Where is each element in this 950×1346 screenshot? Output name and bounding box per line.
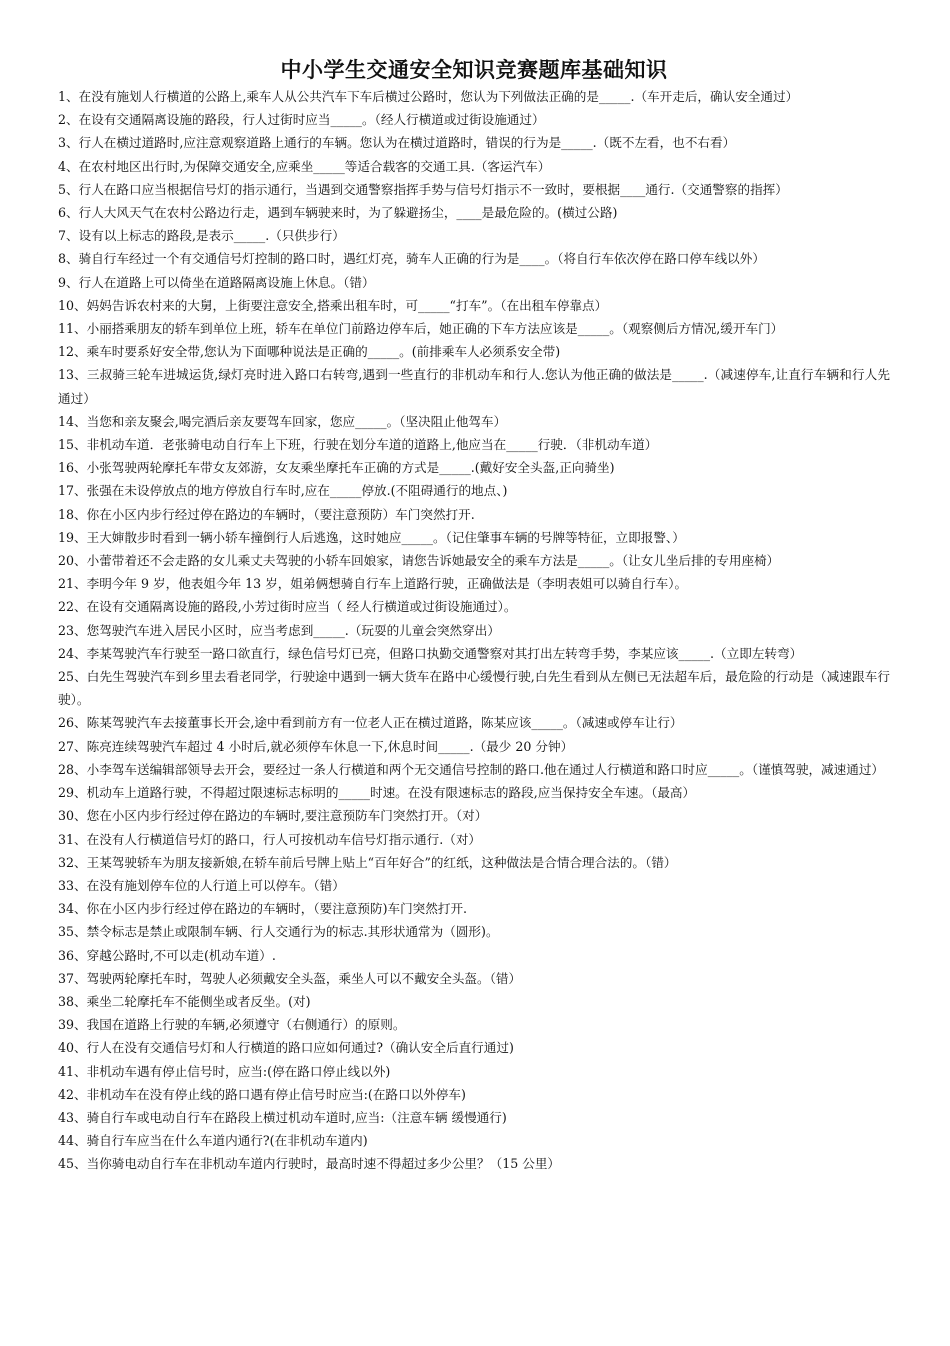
question-item: 5、行人在路口应当根据信号灯的指示通行，当遇到交通警察指挥手势与信号灯指示不一致时，要根据____通行.（交通警察的指挥） <box>58 181 788 197</box>
question-item: 12、乘车时要系好安全带,您认为下面哪种说法是正确的_____。(前排乘车人必须系安全带) <box>58 344 561 360</box>
question-item: 32、王某驾驶轿车为朋友接新娘,在轿车前后号牌上贴上“百年好合”的红纸，这种做法是合情合理合法的。（错） <box>58 854 677 870</box>
question-item: 29、机动车上道路行驶，不得超过限速标志标明的_____时速。在没有限速标志的路段,应当保持安全车速。（最高） <box>58 785 696 801</box>
question-item: 16、小张驾驶两轮摩托车带女友郊游，女友乘坐摩托车正确的方式是_____.(戴好安全头盔,正向骑坐) <box>58 460 615 476</box>
question-item: 30、您在小区内步行经过停在路边的车辆时,要注意预防车门突然打开。（对） <box>58 808 488 824</box>
question-item: 9、行人在道路上可以倚坐在道路隔离设施上休息。（错） <box>58 274 375 290</box>
question-item: 37、驾驶两轮摩托车时，驾驶人必须戴安全头盔，乘坐人可以不戴安全头盔。（错） <box>58 970 522 986</box>
question-item: 13、三叔骑三轮车进城运货,绿灯亮时进入路口右转弯,遇到一些直行的非机动车和行人.您认为他正确的做法是_____.（减速停车,让直行车辆和行人先通过） <box>58 367 890 406</box>
question-item: 4、在农村地区出行时,为保障交通安全,应乘坐_____等适合载客的交通工具.（客运汽车） <box>58 158 551 174</box>
question-item: 19、王大婶散步时看到一辆小轿车撞倒行人后逃逸，这时她应_____。（记住肇事车辆的号牌等特征，立即报警、） <box>58 529 685 545</box>
question-item: 22、在设有交通隔离设施的路段,小芳过街时应当（ 经人行横道或过街设施通过）。 <box>58 599 517 615</box>
question-item: 1、在没有施划人行横道的公路上,乘车人从公共汽车下车后横过公路时，您认为下列做法正确的是_____.（车开走后，确认安全通过） <box>58 89 799 104</box>
question-item: 45、当你骑电动自行车在非机动车道内行驶时，最高时速不得超过多少公里？（15 公里） <box>58 1156 561 1172</box>
question-item: 31、在没有人行横道信号灯的路口，行人可按机动车信号灯指示通行.（对） <box>58 831 482 847</box>
question-item: 6、行人大风天气在农村公路边行走，遇到车辆驶来时，为了躲避扬尘，____是最危险的。(横过公路) <box>58 205 618 221</box>
question-item: 8、骑自行车经过一个有交通信号灯控制的路口时，遇红灯亮，骑车人正确的行为是____。（将自行车依次停在路口停车线以外） <box>58 251 765 267</box>
question-item: 43、骑自行车或电动自行车在路段上横过机动车道时,应当:（注意车辆 缓慢通行) <box>58 1109 507 1125</box>
question-item: 35、禁令标志是禁止或限制车辆、行人交通行为的标志.其形状通常为（圆形)。 <box>58 924 499 940</box>
question-item: 11、小丽搭乘朋友的轿车到单位上班，轿车在单位门前路边停车后，她正确的下车方法应该是_____。（观察侧后方情况,缓开车门） <box>58 321 784 337</box>
question-item: 23、您驾驶汽车进入居民小区时，应当考虑到_____.（玩耍的儿童会突然穿出） <box>58 622 500 638</box>
question-item: 2、在设有交通隔离设施的路段，行人过街时应当_____。（经人行横道或过街设施通过） <box>58 112 545 128</box>
question-item: 28、小李驾车送编辑部领导去开会，要经过一条人行横道和两个无交通信号控制的路口.他在通过人行横道和路口时应_____。（谨慎驾驶，减速通过） <box>58 761 885 777</box>
question-list <box>58 85 890 1176</box>
question-item: 27、陈亮连续驾驶汽车超过 4 小时后,就必须停车休息一下,休息时间_____.（最少 20 分钟） <box>58 738 574 754</box>
question-item: 7、设有以上标志的路段,是表示_____.（只供步行） <box>58 228 345 244</box>
question-item: 36、穿越公路时,不可以走(机动车道）. <box>58 947 276 963</box>
document-page <box>58 56 890 1176</box>
question-item: 26、陈某驾驶汽车去接董事长开会,途中看到前方有一位老人正在横过道路，陈某应该_____。（减速或停车让行） <box>58 715 683 731</box>
question-item: 17、张强在未设停放点的地方停放自行车时,应在_____停放.(不阻碍通行的地点、) <box>58 483 508 499</box>
question-item: 18、你在小区内步行经过停在路边的车辆时，（要注意预防）车门突然打开. <box>58 506 475 522</box>
question-item: 20、小蕾带着还不会走路的女儿乘丈夫驾驶的小轿车回娘家，请您告诉她最安全的乘车方法是_____。（让女儿坐后排的专用座椅） <box>58 553 780 569</box>
question-item: 39、我国在道路上行驶的车辆,必须遵守（右侧通行）的原则。 <box>58 1017 406 1033</box>
question-item: 42、非机动车在没有停止线的路口遇有停止信号时应当:(在路口以外停车) <box>58 1086 466 1102</box>
question-item: 41、非机动车遇有停止信号时，应当:(停在路口停止线以外) <box>58 1063 391 1079</box>
question-item: 21、李明今年 9 岁，他表姐今年 13 岁，姐弟俩想骑自行车上道路行驶，正确做法是（李明表姐可以骑自行车）。 <box>58 576 688 592</box>
question-item: 25、白先生驾驶汽车到乡里去看老同学，行驶途中遇到一辆大货车在路中心缓慢行驶,白先生看到从左侧已无法超车后，最危险的行动是（减速跟车行驶）。 <box>58 669 890 708</box>
question-item: 3、行人在横过道路时,应注意观察道路上通行的车辆。您认为在横过道路时，错误的行为是_____.（既不左看，也不右看） <box>58 135 736 151</box>
question-item: 33、在没有施划停车位的人行道上可以停车。（错） <box>58 877 345 893</box>
question-item: 24、李某驾驶汽车行驶至一路口欲直行，绿色信号灯已亮，但路口执勤交通警察对其打出左转弯手势，李某应该_____.（立即左转弯） <box>58 645 803 661</box>
question-item: 40、行人在没有交通信号灯和人行横道的路口应如何通过?（确认安全后直行通过) <box>58 1040 514 1056</box>
question-item: 38、乘坐二轮摩托车不能侧坐或者反坐。(对) <box>58 993 311 1009</box>
question-item: 44、骑自行车应当在什么车道内通行?(在非机动车道内) <box>58 1133 368 1149</box>
question-item: 15、非机动车道．老张骑电动自行车上下班，行驶在划分车道的道路上,他应当在_____行驶．（非机动车道） <box>58 437 658 453</box>
question-item: 34、你在小区内步行经过停在路边的车辆时，（要注意预防)车门突然打开. <box>58 901 468 917</box>
question-item: 14、当您和亲友聚会,喝完酒后亲友要驾车回家，您应_____。（坚决阻止他驾车） <box>58 413 507 429</box>
page-title: 中小学生交通安全知识竞赛题库基础知识 <box>280 58 668 82</box>
question-item: 10、妈妈告诉农村来的大舅，上街要注意安全,搭乘出租车时，可_____“打车”。（在出租车停靠点） <box>58 297 608 313</box>
